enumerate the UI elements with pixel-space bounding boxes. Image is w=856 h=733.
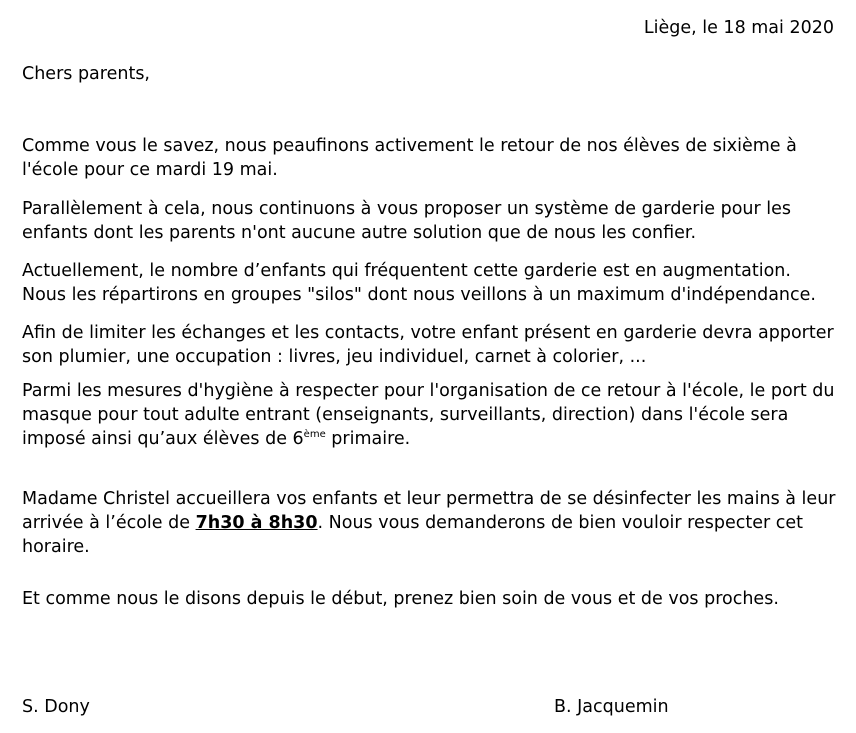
hygiene-text: Parmi les mesures d'hygiène à respecter pour l'organisation de ce retour à l'école, le port du masque pour tout adulte entrant (enseignants, surveillants, direction) dans l'école sera imposé ainsi qu’aux élèves de 6 xyxy=(22,381,835,449)
signatory-right: B. Jacquemin xyxy=(554,697,669,717)
paragraph-hygiene-measures xyxy=(22,379,838,451)
paragraph-arrival-hours xyxy=(22,487,838,559)
paragraph-return-sixth-grade: Comme vous le savez, nous peaufinons activement le retour de nos élèves de sixième à l'école pour ce mardi 19 mai. xyxy=(22,136,797,180)
arrival-text-end: . Nous vous demanderons de bien vouloir respecter cet horaire. xyxy=(22,513,803,557)
paragraph-supplies: Afin de limiter les échanges et les contacts, votre enfant présent en garderie devra apporter son plumier, une occupation : livres, jeu individuel, carnet à colorier, ... xyxy=(22,323,834,367)
arrival-hours: 7h30 à 8h30 xyxy=(195,513,318,533)
ordinal-superscript: ème xyxy=(303,429,326,440)
arrival-text: Madame Christel accueillera vos enfants et leur permettra de se désinfecter les mains à leur arrivée à l’école de xyxy=(22,489,836,533)
paragraph-daycare-system: Parallèlement à cela, nous continuons à vous proposer un système de garderie pour les enfants dont les parents n'ont aucune autre solution que de nous les confier. xyxy=(22,199,791,243)
hygiene-text-end: primaire. xyxy=(325,429,411,449)
paragraph-daycare-groups: Actuellement, le nombre d’enfants qui fréquentent cette garderie est en augmentation. Nous les répartirons en groupes "silos" dont nous veillons à un maximum d'indépendance. xyxy=(22,261,816,305)
signatory-left: S. Dony xyxy=(22,697,90,717)
place-date: Liège, le 18 mai 2020 xyxy=(643,18,834,38)
closing-paragraph: Et comme nous le disons depuis le début, prenez bien soin de vous et de vos proches. xyxy=(22,589,779,609)
greeting: Chers parents, xyxy=(22,64,150,84)
